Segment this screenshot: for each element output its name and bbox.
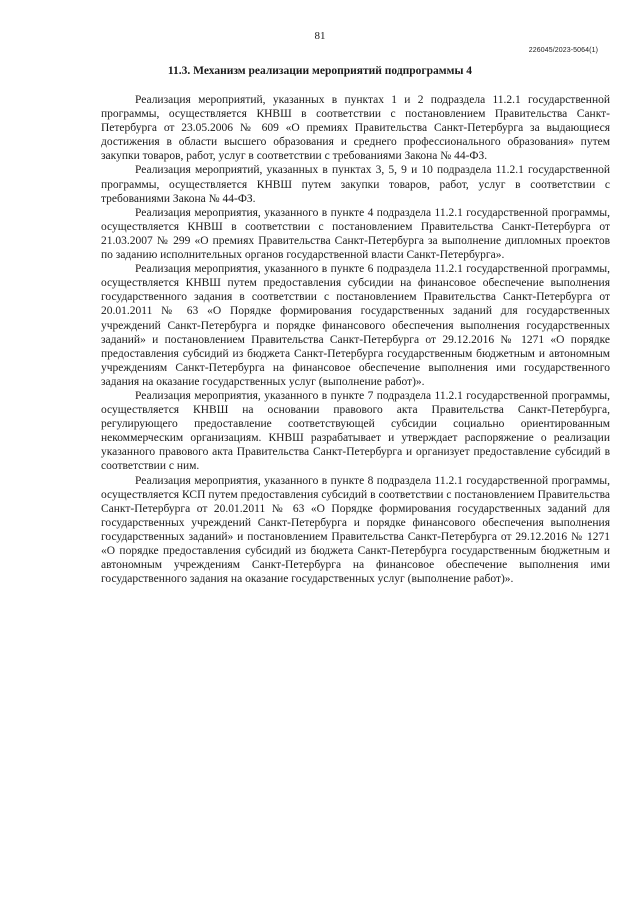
section-heading: 11.3. Механизм реализации мероприятий подпрограммы 4 bbox=[167, 65, 473, 77]
paragraph: Реализация мероприятий, указанных в пунктах 3, 5, 9 и 10 подраздела 11.2.1 государственной программы, осуществляется КНВШ путем закупки товаров, работ, услуг в соответствии с требованиями Закона № 44-ФЗ. bbox=[101, 164, 610, 205]
page-number: 81 bbox=[314, 30, 326, 42]
document-body bbox=[101, 93, 610, 586]
paragraph: Реализация мероприятия, указанного в пункте 4 подраздела 11.2.1 государственной программы, осуществляется КНВШ в соответствии с постановлением Правительства Санкт-Петербурга от 21.03.2007 № 299 «О премиях Правительства Санкт-Петербурга за выполнение дипломных проектов по заданию исполнительных органов государственной власти Санкт-Петербурга». bbox=[101, 206, 610, 262]
document-registration-number: 226045/2023-5064(1) bbox=[528, 47, 598, 54]
paragraph: Реализация мероприятия, указанного в пункте 8 подраздела 11.2.1 государственной программы, осуществляется КСП путем предоставления субсидий в соответствии с постановлением Правительства Санкт-Петербурга от 20.01.2011 № 63 «О Порядке формирования государственных заданий для государственных учреждений Санкт-Петербурга и порядке финансового обеспечения выполнения государственных заданий» и постановлением Правительства Санкт-Петербурга от 29.12.2016 № 1271 «О порядке предоставления субсидий из бюджета Санкт-Петербурга государственным бюджетным и автономным учреждениям Санкт-Петербурга на финансовое обеспечение выполнения ими государственного задания на оказание государственных услуг (выполнение работ)». bbox=[101, 474, 610, 586]
paragraph: Реализация мероприятия, указанного в пункте 7 подраздела 11.2.1 государственной программы, осуществляется КНВШ на основании правового акта Правительства Санкт-Петербурга, регулирующего предоставление соответствующей субсидии социально ориентированным некоммерческим организациям. КНВШ разрабатывает и утверждает распоряжение о реализации указанного правового акта Правительства Санкт-Петербурга и организует предоставление субсидий в соответствии с ним. bbox=[101, 389, 610, 473]
paragraph: Реализация мероприятия, указанного в пункте 6 подраздела 11.2.1 государственной программы, осуществляется КНВШ путем предоставления субсидии на финансовое обеспечение выполнения государственного задания в соответствии с постановлением Правительства Санкт-Петербурга от 20.01.2011 № 63 «О Порядке формирования государственных заданий для государственных учреждений Санкт-Петербурга и порядке финансового обеспечения выполнения государственных заданий» и постановлением Правительства Санкт-Петербурга от 29.12.2016 № 1271 «О порядке предоставления субсидий из бюджета Санкт-Петербурга государственным бюджетным и автономным учреждениям Санкт-Петербурга на финансовое обеспечение выполнения ими государственного задания на оказание государственных услуг (выполнение работ)». bbox=[101, 263, 610, 388]
paragraph: Реализация мероприятий, указанных в пунктах 1 и 2 подраздела 11.2.1 государственной программы, осуществляется КНВШ в соответствии с постановлением Правительства Санкт-Петербурга от 23.05.2006 № 609 «О премиях Правительства Санкт-Петербурга за выдающиеся достижения в области высшего образования и среднего профессионального образования» путем закупки товаров, работ, услуг в соответствии с требованиями Закона № 44-ФЗ. bbox=[101, 94, 610, 163]
